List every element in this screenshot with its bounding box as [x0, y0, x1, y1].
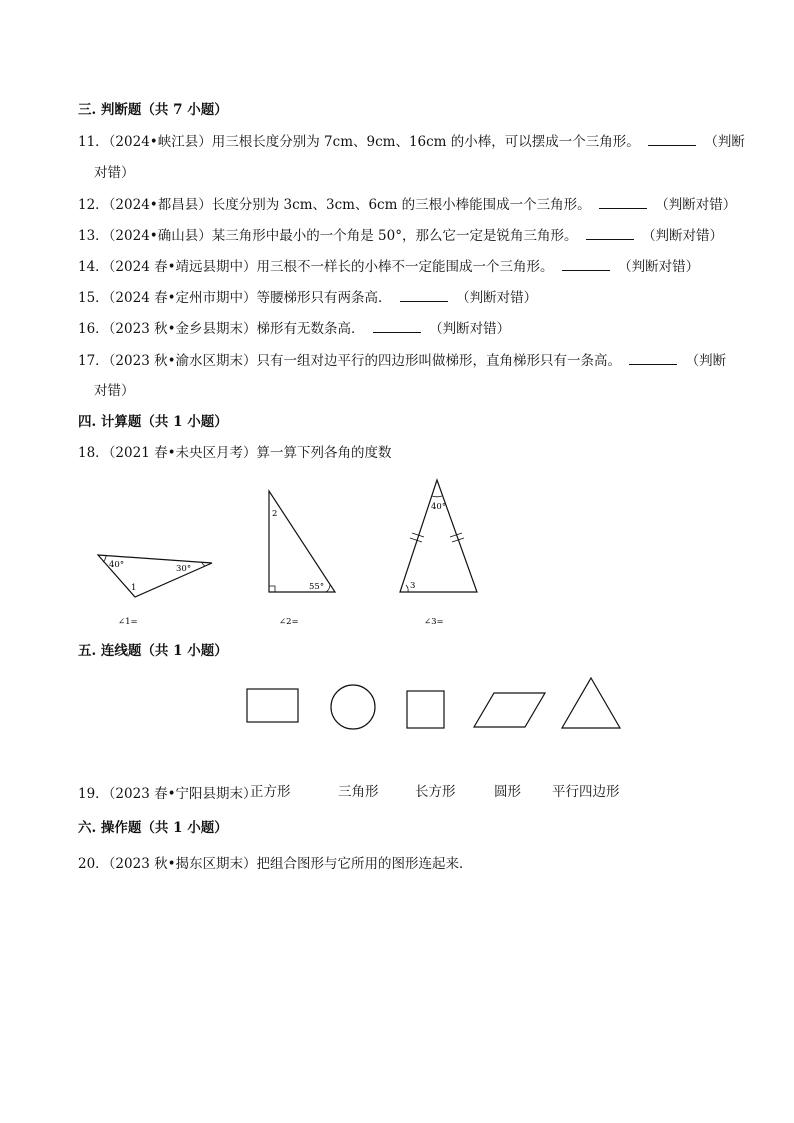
question-13-text: 13．（2024•确山县）某三角形中最小的一个角是 50°，那么它一定是锐角三角形。: [78, 228, 578, 244]
option-parallelogram[interactable]: 平行四边形: [552, 784, 620, 800]
question-11-tail: （判断: [704, 134, 745, 150]
option-triangle[interactable]: 三角形: [338, 784, 379, 800]
section-6-title: 六. 操作题（共 1 小题）: [78, 820, 228, 836]
figure-1-answer: ∠1=: [118, 617, 138, 627]
answer-blank[interactable]: [400, 288, 448, 302]
answer-blank[interactable]: [648, 132, 696, 146]
answer-blank[interactable]: [562, 257, 610, 271]
question-15: [78, 288, 537, 307]
question-14: [78, 257, 699, 276]
figure-1-angle-a: 40°: [109, 560, 125, 570]
question-11: [78, 132, 745, 151]
parallelogram-shape: [474, 693, 545, 727]
figure-1-triangle: [98, 555, 212, 627]
question-17-text: 17．（2023 秋•渝水区期末）只有一组对边平行的四边形叫做梯形，直角梯形只有一条高。: [78, 353, 622, 369]
figure-1-angle-b: 30°: [176, 564, 192, 574]
square-shape: [407, 691, 444, 728]
rectangle-shape: [247, 689, 298, 722]
figure-2-angle-a: 2: [272, 509, 278, 519]
figure-3-triangle: [400, 480, 477, 627]
question-16: [78, 319, 510, 338]
question-11-continuation: 对错）: [94, 165, 135, 181]
figure-3-angle-b: 3: [410, 581, 416, 591]
question-15-tail: （判断对错）: [456, 290, 538, 306]
figure-2-answer: ∠2=: [279, 617, 299, 627]
circle-shape: [331, 685, 375, 729]
question-14-text: 14．（2024 春•靖远县期中）用三根不一样长的小棒不一定能围成一个三角形。: [78, 259, 554, 275]
question-17-tail: （判断: [685, 353, 727, 369]
question-18: 18．（2021 春•未央区月考）算一算下列各角的度数: [78, 445, 392, 461]
option-circle[interactable]: 圆形: [494, 784, 521, 800]
answer-blank[interactable]: [586, 226, 634, 240]
question-12-text: 12．（2024•都昌县）长度分别为 3cm、3cm、6cm 的三根小棒能围成一个三角形。: [78, 197, 591, 213]
answer-blank[interactable]: [599, 195, 647, 209]
option-square[interactable]: 正方形: [250, 784, 291, 800]
question-13: [78, 226, 723, 245]
section-3-title: 三. 判断题（共 7 小题）: [78, 102, 228, 118]
option-rectangle[interactable]: 长方形: [415, 784, 456, 800]
angle-figures: [0, 470, 794, 640]
answer-blank[interactable]: [373, 319, 421, 333]
triangle-shape: [562, 678, 620, 728]
figure-2-angle-b: 55°: [309, 582, 325, 592]
question-15-text: 15．（2024 春•定州市期中）等腰梯形只有两条高．: [78, 290, 392, 306]
question-14-tail: （判断对错）: [618, 259, 700, 275]
question-16-text: 16．（2023 秋•金乡县期末）梯形有无数条高．: [78, 321, 365, 337]
question-17: [78, 351, 727, 370]
section-4-title: 四. 计算题（共 1 小题）: [78, 414, 228, 430]
question-20: 20．（2023 秋•揭东区期末）把组合图形与它所用的图形连起来．: [78, 856, 473, 872]
question-19: 19．（2023 春•宁阳县期末）: [78, 786, 257, 802]
figure-1-angle-c: 1: [131, 583, 137, 593]
answer-blank[interactable]: [629, 351, 677, 365]
question-13-tail: （判断对错）: [642, 228, 724, 244]
figure-3-angle-a: 40°: [431, 502, 447, 512]
question-12-tail: （判断对错）: [655, 197, 737, 213]
shape-row: [0, 672, 794, 742]
section-5-title: 五. 连线题（共 1 小题）: [78, 643, 228, 659]
question-16-tail: （判断对错）: [429, 321, 511, 337]
figure-2-triangle: [269, 491, 335, 627]
question-11-text: 11．（2024•峡江县）用三根长度分别为 7cm、9cm、16cm 的小棒，可以摆成一个三角形。: [78, 134, 640, 150]
question-12: [78, 195, 736, 214]
question-17-continuation: 对错）: [94, 383, 135, 399]
figure-3-answer: ∠3=: [424, 617, 444, 627]
